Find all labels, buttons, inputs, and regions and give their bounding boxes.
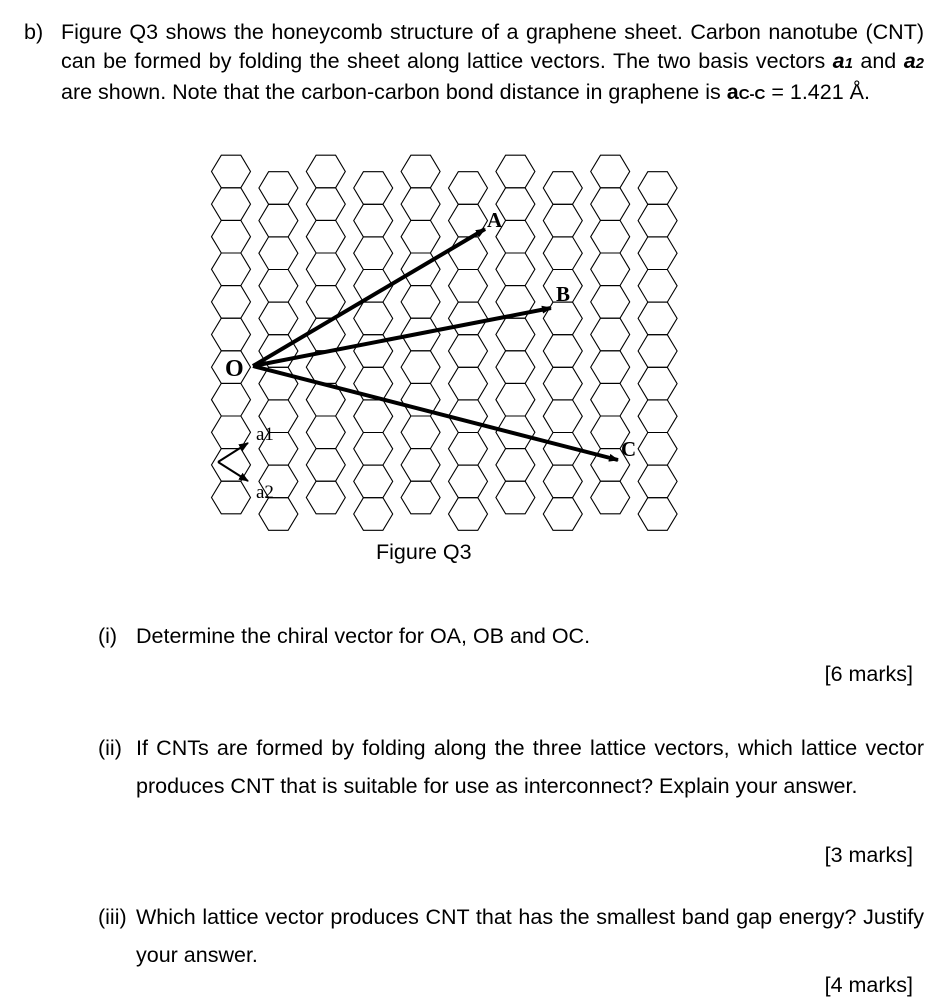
hexagon-cell	[449, 498, 488, 531]
hexagon-cell	[212, 188, 251, 221]
hexagon-cell	[212, 383, 251, 416]
graphene-lattice-figure	[0, 140, 947, 540]
hexagon-cell	[306, 416, 345, 449]
hexagon-cell	[496, 383, 535, 416]
hexagon-cell	[259, 302, 298, 335]
hexagon-cell	[259, 204, 298, 237]
question-text: Determine the chiral vector for OA, OB and OC.	[136, 624, 591, 648]
hexagon-cell	[354, 237, 393, 270]
hexagon-cell	[259, 172, 298, 205]
basis-vector-a1: a1	[832, 49, 853, 73]
hexagon-cell	[496, 253, 535, 286]
hexagon-cell	[496, 481, 535, 514]
intro-text: Figure Q3 shows the honeycomb structure of a graphene sheet. Carbon nanotube (CNT) can be formed by folding the sheet along lattice vectors. The two basis vectors a1 and a2 are shown. Note that the carbon-carbon bond distance in graphene is aC-C = 1.421 Å.	[61, 20, 924, 104]
hexagon-cell	[449, 433, 488, 466]
hexagon-cell	[449, 302, 488, 335]
hexagon-cell	[543, 367, 582, 400]
label-B: B	[556, 282, 571, 306]
hexagon-cell	[306, 253, 345, 286]
hexagon-cell	[449, 172, 488, 205]
part-label: b)	[24, 20, 44, 44]
label-C: C	[621, 437, 637, 461]
hexagon-cell	[638, 367, 677, 400]
question-text: If CNTs are formed by folding along the three lattice vectors, which lattice vector produces CNT that is suitable for use as interconnect? Explain your answer.	[136, 736, 924, 798]
basis-vector-a2: a2	[903, 49, 924, 73]
question-i	[98, 617, 924, 655]
hexagon-cell	[354, 400, 393, 433]
hexagon-cell	[401, 188, 440, 221]
question-ii	[98, 729, 924, 805]
hexagon-cell	[496, 351, 535, 384]
hexagon-cell	[591, 481, 630, 514]
marks-i: [6 marks]	[824, 662, 913, 686]
question-intro	[24, 18, 924, 109]
hexagon-cell	[591, 220, 630, 253]
hexagon-cell	[401, 351, 440, 384]
label-a2: a2	[256, 482, 274, 503]
vector-OC	[253, 366, 618, 460]
hexagon-cell	[212, 155, 251, 188]
hexagon-cell	[212, 286, 251, 319]
hexagon-cell	[354, 498, 393, 531]
hexagon-cell	[543, 237, 582, 270]
hexagon-cell	[638, 204, 677, 237]
hexagon-cell	[401, 481, 440, 514]
vector-OB	[253, 308, 551, 366]
hexagon-cell	[496, 318, 535, 351]
hexagon-cell	[543, 204, 582, 237]
hexagon-cell	[449, 465, 488, 498]
honeycomb-grid	[212, 155, 678, 530]
hexagon-cell	[638, 498, 677, 531]
hexagon-cell	[591, 383, 630, 416]
hexagon-cell	[212, 220, 251, 253]
hexagon-cell	[591, 155, 630, 188]
hexagon-cell	[638, 335, 677, 368]
hexagon-cell	[401, 416, 440, 449]
hexagon-cell	[543, 498, 582, 531]
hexagon-cell	[543, 172, 582, 205]
hexagon-cell	[591, 253, 630, 286]
hexagon-cell	[401, 155, 440, 188]
hexagon-cell	[401, 220, 440, 253]
hexagon-cell	[354, 172, 393, 205]
hexagon-cell	[449, 335, 488, 368]
hexagon-cell	[543, 465, 582, 498]
hexagon-cell	[591, 286, 630, 319]
hexagon-cell	[638, 465, 677, 498]
hexagon-cell	[212, 318, 251, 351]
basis-arrow-a2	[218, 462, 248, 481]
marks-ii: [3 marks]	[824, 843, 913, 867]
hexagon-cell	[354, 302, 393, 335]
hexagon-cell	[449, 367, 488, 400]
hexagon-cell	[259, 237, 298, 270]
hexagon-cell	[354, 465, 393, 498]
figure-caption: Figure Q3	[376, 540, 472, 564]
question-number: (iii)	[98, 905, 127, 929]
hexagon-cell	[591, 318, 630, 351]
hexagon-cell	[496, 449, 535, 482]
hexagon-cell	[638, 400, 677, 433]
hexagon-cell	[401, 449, 440, 482]
label-O: O	[225, 356, 244, 382]
hexagon-cell	[543, 335, 582, 368]
hexagon-cell	[638, 237, 677, 270]
hexagon-cell	[638, 302, 677, 335]
label-A: A	[487, 208, 503, 232]
hexagon-cell	[638, 433, 677, 466]
hexagon-cell	[496, 155, 535, 188]
hexagon-cell	[543, 400, 582, 433]
hexagon-cell	[306, 449, 345, 482]
hexagon-cell	[354, 204, 393, 237]
hexagon-cell	[638, 270, 677, 303]
question-iii	[98, 898, 924, 974]
hexagon-cell	[306, 220, 345, 253]
hexagon-cell	[354, 433, 393, 466]
hexagon-cell	[591, 351, 630, 384]
hexagon-cell	[449, 237, 488, 270]
hexagon-cell	[259, 270, 298, 303]
question-text: Which lattice vector produces CNT that has the smallest band gap energy? Justify your answer.	[136, 905, 924, 967]
hexagon-cell	[401, 286, 440, 319]
hexagon-cell	[306, 155, 345, 188]
hexagon-cell	[212, 253, 251, 286]
question-number: (ii)	[98, 736, 122, 760]
hexagon-cell	[306, 481, 345, 514]
hexagon-cell	[638, 172, 677, 205]
marks-iii: [4 marks]	[824, 973, 913, 997]
question-number: (i)	[98, 624, 118, 648]
hexagon-cell	[212, 481, 251, 514]
hexagon-cell	[449, 270, 488, 303]
hexagon-cell	[212, 416, 251, 449]
hexagon-cell	[591, 188, 630, 221]
label-a1: a1	[256, 424, 274, 445]
bond-distance-symbol: aC-C	[726, 80, 766, 104]
hexagon-cell	[306, 188, 345, 221]
